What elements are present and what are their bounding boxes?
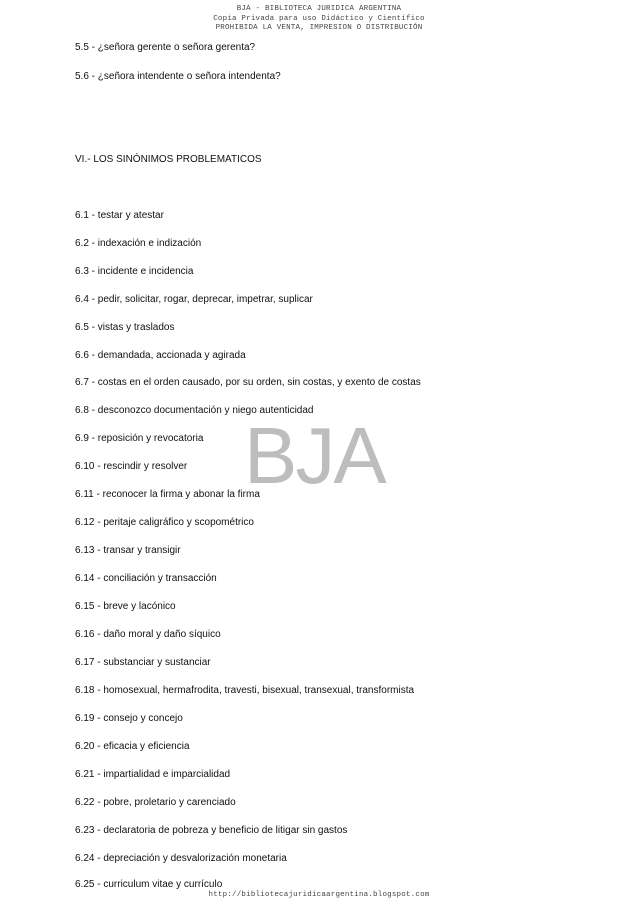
text-line: 5.5 - ¿señora gerente o señora gerenta? — [75, 42, 256, 53]
list-item: 6.21 - impartialidad e imparcialidad — [75, 769, 231, 780]
list-item: 6.24 - depreciación y desvalorización monetaria — [75, 853, 287, 864]
page-footer-url: http://bibliotecajuridicaargentina.blogspot.com — [208, 891, 430, 899]
list-item: 6.22 - pobre, proletario y carenciado — [75, 797, 236, 808]
list-item: 6.12 - peritaje caligráfico y scopométrico — [75, 517, 254, 528]
list-item: 6.14 - conciliación y transacción — [75, 573, 217, 584]
header-line-2: Copia Privada para uso Didáctico y Científico — [213, 14, 425, 23]
list-item: 6.17 - substanciar y sustanciar — [75, 657, 211, 668]
list-item: 6.7 - costas en el orden causado, por su orden, sin costas, y exento de costas — [75, 377, 421, 388]
section-heading: VI.- LOS SINÓNIMOS PROBLEMATICOS — [75, 154, 262, 165]
watermark-logo: BJA — [244, 411, 385, 500]
list-item: 6.4 - pedir, solicitar, rogar, deprecar, impetrar, suplicar — [75, 294, 313, 305]
list-item: 6.1 - testar y atestar — [75, 210, 164, 221]
list-item: 6.3 - incidente e incidencia — [75, 266, 194, 277]
list-item: 6.6 - demandada, accionada y agirada — [75, 350, 246, 361]
list-item: 6.8 - desconozco documentación y niego autenticidad — [75, 405, 314, 416]
list-item: 6.9 - reposición y revocatoria — [75, 433, 204, 444]
list-item: 6.5 - vistas y traslados — [75, 322, 175, 333]
list-item: 6.18 - homosexual, hermafrodita, travesti, bisexual, transexual, transformista — [75, 685, 415, 696]
list-item: 6.11 - reconocer la firma y abonar la firma — [75, 489, 260, 500]
list-item: 6.10 - rescindir y resolver — [75, 461, 188, 472]
list-item: 6.16 - daño moral y daño síquico — [75, 629, 221, 640]
list-item: 6.13 - transar y transigir — [75, 545, 181, 556]
page-header — [0, 5, 638, 34]
list-item: 6.25 - curriculum vitae y currículo — [75, 879, 223, 890]
header-line-3: PROHIBIDA LA VENTA, IMPRESION O DISTRIBUCIÓN — [215, 24, 423, 32]
list-item: 6.20 - eficacia y eficiencia — [75, 741, 190, 752]
text-line: 5.6 - ¿señora intendente o señora intendenta? — [75, 71, 281, 82]
list-item: 6.23 - declaratoria de pobreza y beneficio de litigar sin gastos — [75, 825, 348, 836]
list-item: 6.19 - consejo y concejo — [75, 713, 183, 724]
list-item: 6.2 - indexación e indización — [75, 238, 202, 249]
header-line-1: BJA - BIBLIOTECA JURIDICA ARGENTINA — [236, 5, 402, 13]
list-item: 6.15 - breve y lacónico — [75, 601, 176, 612]
